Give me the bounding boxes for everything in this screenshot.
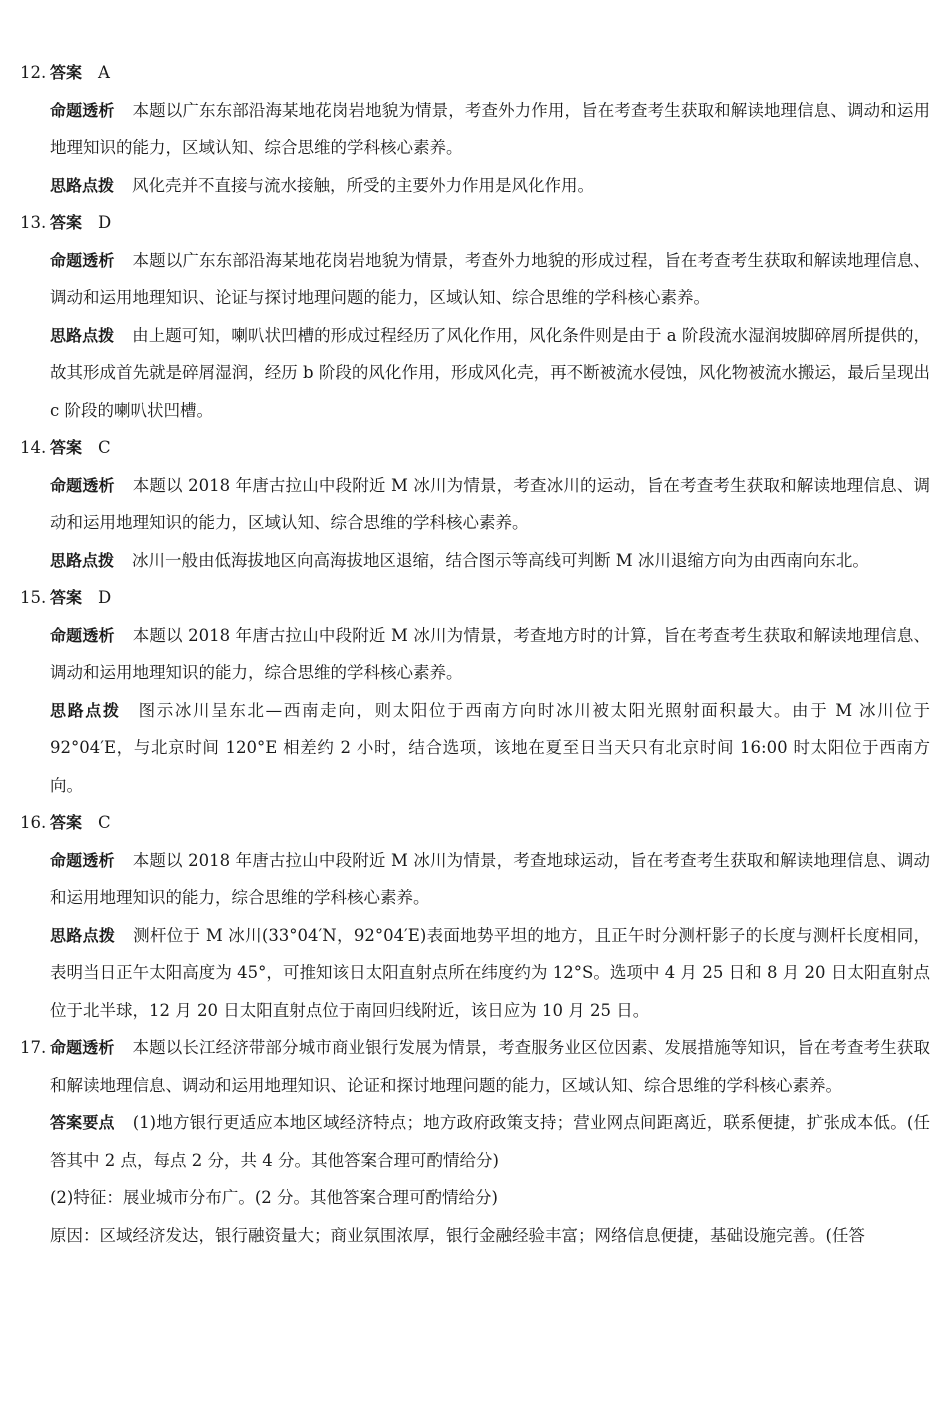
hint-label: 思路点拨: [50, 175, 115, 195]
question-number: 17.: [20, 1038, 47, 1057]
intent-text: 本题以 2018 年唐古拉山中段附近 M 冰川为情景，考查地球运动，旨在考查考生获取和解读地理信息、调动和运用地理知识的能力，综合思维的学科核心素养。: [50, 850, 930, 907]
question-17-part2-feature: [50, 1179, 930, 1217]
question-12-answer: [0, 54, 950, 92]
question-12-intent: [50, 92, 930, 167]
answer-label: 答案: [50, 213, 83, 232]
hint-label: 思路点拨: [50, 325, 115, 345]
question-14-answer: [0, 429, 950, 467]
answer-value: A: [98, 63, 110, 82]
intent-text: 本题以广东东部沿海某地花岗岩地貌为情景，考查外力地貌的形成过程，旨在考查考生获取和解读地理信息、调动和运用地理知识、论证与探讨地理问题的能力，区域认知、综合思维的学科核心素养。: [50, 250, 930, 307]
question-15-intent: [50, 617, 930, 692]
intent-label: 命题透析: [50, 475, 115, 495]
question-13-intent: [50, 242, 930, 317]
hint-text: 冰川一般由低海拔地区向高海拔地区退缩，结合图示等高线可判断 M 冰川退缩方向为由西南向东北。: [132, 550, 869, 570]
hint-label: 思路点拨: [50, 550, 115, 570]
answer-label: 答案: [50, 588, 83, 607]
answer-label: 答案: [50, 813, 83, 832]
answer-page: [0, 54, 950, 1254]
question-16-intent: [50, 842, 930, 917]
question-14-intent: [50, 467, 930, 542]
hint-text: 风化壳并不直接与流水接触，所受的主要外力作用是风化作用。: [132, 175, 595, 195]
answer-label: 答案: [50, 63, 83, 82]
intent-text: 本题以广东东部沿海某地花岗岩地貌为情景，考查外力作用，旨在考查考生获取和解读地理信息、调动和运用地理知识的能力，区域认知、综合思维的学科核心素养。: [50, 100, 930, 157]
question-12-hint: [50, 167, 930, 205]
hint-text: 图示冰川呈东北—西南走向，则太阳位于西南方向时冰川被太阳光照射面积最大。由于 M 冰川位于 92°04′E，与北京时间 120°E 相差约 2 小时，结合选项，该地在夏至日当天只有北京时间 16:00 时太阳位于西南方向。: [50, 700, 930, 795]
question-number: 15.: [20, 588, 47, 607]
intent-text: 本题以长江经济带部分城市商业银行发展为情景，考查服务业区位因素、发展措施等知识，旨在考查考生获取和解读地理信息、调动和运用地理知识、论证和探讨地理问题的能力，区域认知、综合思维的学科核心素养。: [50, 1038, 930, 1095]
key-points-text: (1)地方银行更适应本地区域经济特点；地方政府政策支持；营业网点间距离近，联系便捷，扩张成本低。(任答其中 2 点，每点 2 分，共 4 分。其他答案合理可酌情给分): [50, 1113, 930, 1170]
hint-label: 思路点拨: [50, 925, 116, 945]
question-17-part2-reason: [50, 1217, 930, 1255]
question-number: 14.: [20, 438, 47, 457]
intent-text: 本题以 2018 年唐古拉山中段附近 M 冰川为情景，考查冰川的运动，旨在考查考生获取和解读地理信息、调动和运用地理知识的能力，区域认知、综合思维的学科核心素养。: [50, 475, 930, 532]
answer-value: D: [98, 213, 112, 232]
intent-label: 命题透析: [50, 625, 115, 645]
key-points-label: 答案要点: [50, 1113, 115, 1132]
answer-value: D: [98, 588, 112, 607]
question-16-answer: [0, 804, 950, 842]
answer-label: 答案: [50, 438, 83, 457]
question-17-key-points: [50, 1104, 930, 1179]
intent-label: 命题透析: [50, 1038, 115, 1057]
question-14-hint: [50, 542, 930, 580]
intent-text: 本题以 2018 年唐古拉山中段附近 M 冰川为情景，考查地方时的计算，旨在考查考生获取和解读地理信息、调动和运用地理知识的能力，综合思维的学科核心素养。: [50, 625, 930, 682]
answer-value: C: [98, 813, 111, 832]
part2-reason-text: 原因：区域经济发达，银行融资量大；商业氛围浓厚，银行金融经验丰富；网络信息便捷，基础设施完善。(任答: [50, 1225, 865, 1245]
question-16-hint: [50, 917, 930, 1030]
question-number: 16.: [20, 813, 47, 832]
answer-value: C: [98, 438, 111, 457]
question-13-hint: [50, 317, 930, 430]
intent-label: 命题透析: [50, 850, 115, 870]
question-13-answer: [0, 204, 950, 242]
question-15-answer: [0, 579, 950, 617]
intent-label: 命题透析: [50, 250, 115, 270]
question-number: 13.: [20, 213, 47, 232]
intent-label: 命题透析: [50, 100, 115, 120]
hint-text: 测杆位于 M 冰川(33°04′N，92°04′E)表面地势平坦的地方，且正午时分测杆影子的长度与测杆长度相同，表明当日正午太阳高度为 45°，可推知该日太阳直射点所在纬度约为 12°S。选项中 4 月 25 日和 8 月 20 日太阳直射点位于北半球，12 月 20 日太阳直射点位于南回归线附近，该日应为 10 月 25 日。: [50, 925, 930, 1020]
hint-label: 思路点拨: [50, 700, 121, 720]
question-15-hint: [50, 692, 930, 805]
question-number: 12.: [20, 63, 47, 82]
question-17-intent: [20, 1029, 930, 1104]
hint-text: 由上题可知，喇叭状凹槽的形成过程经历了风化作用，风化条件则是由于 a 阶段流水湿润坡脚碎屑所提供的，故其形成首先就是碎屑湿润，经历 b 阶段的风化作用，形成风化壳，再不断被流水侵蚀，风化物被流水搬运，最后呈现出 c 阶段的喇叭状凹槽。: [50, 325, 930, 420]
part2-feature-text: (2)特征：展业城市分布广。(2 分。其他答案合理可酌情给分): [50, 1188, 498, 1207]
